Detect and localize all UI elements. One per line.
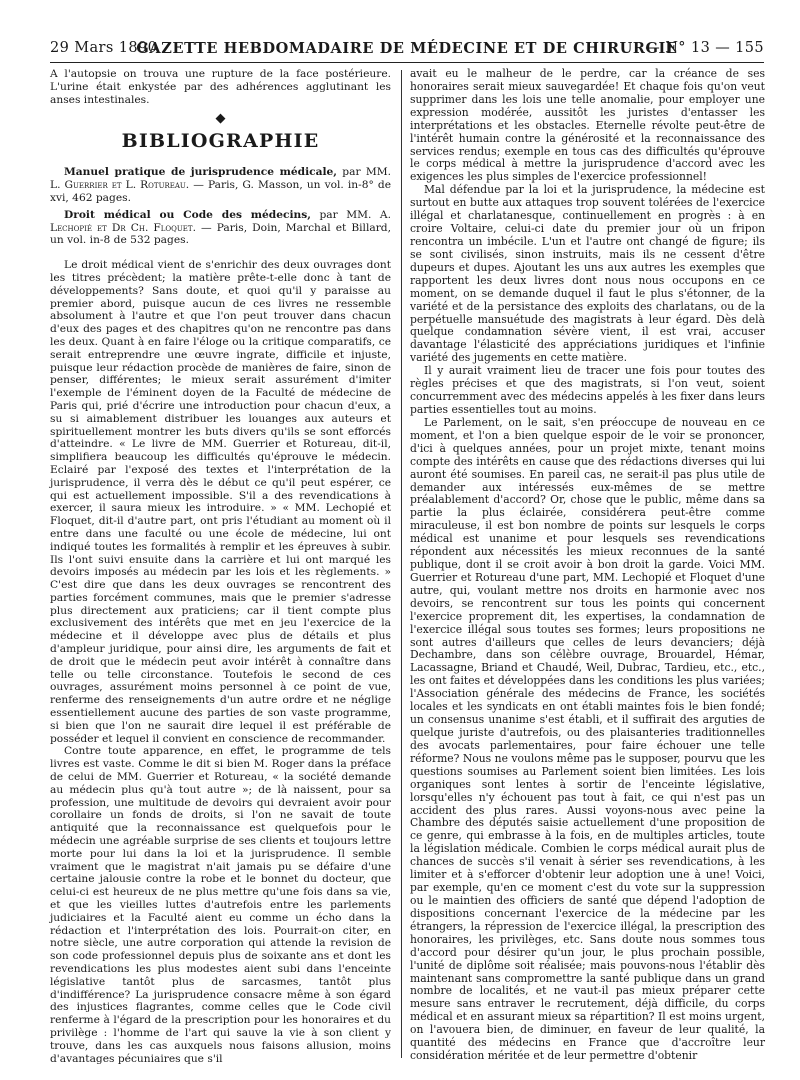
book-2-pre: par MM. A. — [319, 207, 391, 221]
header-rule — [50, 62, 764, 63]
body-paragraph: Il y aurait vraiment lieu de tracer une fois pour toutes des règles précises et que des magistrats, si l'on veut, soient concurremment avec des médecins appelés à les fixer dans leurs parties essentielles tout au moins. — [410, 364, 765, 416]
journal-title: GAZETTE HEBDOMADAIRE DE MÉDECINE ET DE CHIRURGIE — [136, 40, 678, 57]
body-paragraph: Le Parlement, on le sait, s'en préoccupe de nouveau en ce moment, et l'on a bien quelque espoir de le voir se prononcer, d'ici à quelques années, pour un projet mixte, tenant moins compte des intérêts en cause que des rédactions diverses qui lui auront été soumises. En pareil cas, ne serait-il pas plus utile de demander aux intéressés eux-mêmes de se mettre préalablement d'accord? Or, chose que le public, même dans sa partie la plus éclairée, considérera peut-être comme miraculeuse, il est bon nombre de points sur lesquels le corps médical est unanime et pour lesquels ses revendications répondent aux nécessités les mieux reconnues de la santé publique, dont il se croit avoir à bon droit la garde. Voici MM. Guerrier et Rotureau d'une part, MM. Lechopié et Floquet d'une autre, qui, voulant mettre nos droits en harmonie avec nos devoirs, se rencontrent sur tous les points qui concernent l'exercice proprement dit, les expertises, la condamnation de l'exercice illégal sous toutes ses formes; leurs propositions ne sont autres d'ailleurs que celles de leurs devanciers; déjà Dechambre, dans son célèbre ouvrage, Brouardel, Hémar, Lacassagne, Briand et Chaudé, Weil, Dubrac, Tardieu, etc., etc., les ont faites et développées dans les conditions les plus variées; l'Association générale des médecins de France, les sociétés locales et les syndicats en ont établi maintes fois le bien fondé; un consensus unanime s'est établi, et il suffirait des arguties de quelque juriste d'autrefois, ou des plaisanteries traditionnelles des avocats parlementaires, pour faire échouer une telle réforme? Nous ne voulons même pas le supposer, pourvu que les questions soumises au Parlement soient bien limitées. Les lois organiques sont lentes à sortir de l'enceinte législative, lorsqu'elles n'y échouent pas tout à fait, ce qui n'est pas un accident des plus rares. Aussi voyons-nous avec peine la Chambre des députés saisie actuellement d'une proposition de ce genre, qui embrasse à la fois, en de multiples articles, toute la législation médicale. Combien le corps médical aurait plus de chances de succès s'il venait à sérier ses revendications, à les limiter et à s'efforcer d'obtenir leur adoption une à une! Voici, par exemple, qu'en ce moment c'est du vote sur la suppression ou le maintien des officiers de santé que dépend l'adoption de dispositions concernant l'exercice de la médecine par les étrangers, la répression de l'exercice illégal, la prescription des honoraires, les privilèges, etc. Sans doute nous sommes tous d'accord pour désirer qu'un jour, le plus prochain possible, l'unité de diplôme soit réalisée; mais pouvons-nous l'établir dès maintenant sans compromettre la santé publique dans un grand nombre de localités, et ne vaut-il pas mieux préparer cette mesure sans entraver le recrutement, déjà difficile, du corps médical et en assurant mieux sa répartition? Il est moins urgent, on l'avouera bien, de diminuer, en faveur de leur qualité, la quantité des médecins en France que d'accroître leur considération méritée et de leur permettre d'obtenir — [410, 415, 765, 1063]
body-paragraph: Contre toute apparence, en effet, le programme de tels livres est vaste. Comme le dit si bien M. Roger dans la préface de celui de MM. Guerrier et Rotureau, « la société demande au médecin plus qu'à tout autre »; de là naissent, pour sa profession, une multitude de devoirs qui devraient avoir pour corollaire un fonds de droits, si l'on ne savait de toute antiquité que la reconnaissance est quelquefois pour le médecin une agréable surprise de ses clients et toujours lettre morte pour lui dans la loi et la jurisprudence. Il semble vraiment que le magistrat n'ait jamais pu se défaire d'une certaine jalousie contre la robe et le bonnet du docteur, que celui-ci est heureux de ne plus mettre qu'une fois dans sa vie, et que les vieilles luttes d'autrefois entre les parlements judiciaires et la Faculté aient eu comme un écho dans la rédaction et l'interprétation des lois. Pourrait-on citer, en notre siècle, une autre corporation qui attende la revision de son code professionnel depuis plus de soixante ans et dont les revendications les plus modestes aient subi dans l'enceinte législative tantôt plus de sarcasmes, tantôt plus d'indifférence? La jurisprudence consacre même à son égard des injustices flagrantes, comme celles que le Code civil renferme à l'égard de la prescription pour les honoraires et du privilège : l'homme de l'art qui sauve la vie à son client y trouve, dans les cas auxquels nous faisons allusion, moins d'avantages pécuniaires que s'il — [50, 744, 391, 1065]
section-title: BIBLIOGRAPHIE — [121, 130, 320, 153]
header-date: 29 Mars 1890 — [50, 40, 158, 56]
body-paragraph: avait eu le malheur de le perdre, car la créance de ses honoraires serait mieux sauvegardée! Et chaque fois qu'on veut supprimer dans les lois une telle anomalie, pour employer une expression modérée, aussitôt les juristes d'entasser les interprétations et les obstacles. Eternelle révolte peut-être de l'intérêt humain contre la générosité et la reconnaissance des services rendus; exemple en tous cas des difficultés qu'éprouve le corps médical à mettre la jurisprudence d'accord avec les exigences les plus simples de l'exercice professionnel! — [410, 67, 765, 184]
book-2-publisher: — Paris, Doin, Marchal et Billard, un vol. in-8 de 532 pages. — [50, 220, 391, 247]
autopsy-paragraph: A l'autopsie on trouva une rupture de la face postérieure. L'urine était enkystée par des adhérences agglutinant les anses intestinales. — [50, 67, 391, 106]
book-1-publisher: — Paris, G. Masson, un vol. in-8° de xvi, 462 pages. — [50, 178, 391, 204]
book-2-title: Droit médical ou Code des médecins, — [64, 207, 311, 221]
book-1-title: Manuel pratique de jurisprudence médicale, — [64, 165, 338, 179]
book-entry-2 — [50, 209, 391, 247]
book-1-authors: L. Guerrier et L. Rotureau. — [50, 178, 190, 192]
body-paragraph: Mal défendue par la loi et la jurisprudence, la médecine est surtout en butte aux attaques trop souvent tolérées de l'exercice illégal et charlatanesque, continuellement en progrès : à en croire Voltaire, celui-ci date du premier jour où un fripon rencontra un imbécile. L'un et l'autre ont changé de figure; ils se sont civilisés, sinon instruits, mais ils ne cessent d'être dupeurs et dupes. Ajoutant les uns aux autres les exemples que rapportent les deux livres dont nous nous occupons en ce moment, on se demande duquel il faut le plus s'étonner, de la variété et de la persistance des exploits des charlatans, ou de la perpétuelle mansuétude des magistrats à leur égard. Dès delà quelque condamnation sévère vient, il est vrai, accuser davantage l'élasticité des appréciations juridiques et l'infinie variété des jugements en cette matière. — [410, 183, 765, 365]
book-entry-1 — [50, 166, 391, 204]
body-paragraph: Le droit médical vient de s'enrichir des deux ouvrages dont les titres précèdent; la matière prête-t-elle donc à tant de développements? Sans doute, et quoi qu'il y paraisse au premier abord, puisque aucun de ces livres ne ressemble absolument à l'autre et que l'on peut trouver dans chacun d'eux des pages et des chapitres qu'on ne rencontre pas dans les deux. Quant à en faire l'éloge ou la critique comparatifs, ce serait entreprendre une œuvre ingrate, difficile et injuste, puisque leur rédaction procède de manières de faire, sinon de penser, différentes; le mieux serait assurément d'imiter l'exemple de l'éminent doyen de la Faculté de médecine de Paris qui, prié d'écrire une introduction pour chacun d'eux, a su si aimablement distribuer les louanges aux auteurs et spirituellement montrer les buts divers qu'ils se sont efforcés d'atteindre. « Le livre de MM. Guerrier et Rotureau, dit-il, simplifiera beaucoup les difficultés qu'éprouve le médecin. Eclairé par l'exposé des textes et l'interprétation de la jurisprudence, il verra dès le début ce qu'il peut espérer, ce qui est actuellement impossible. S'il a des revendications à exercer, il saura mieux les introduire. » « MM. Lechopié et Floquet, dit-il d'autre part, ont pris l'étudiant au moment où il entre dans une faculté ou une école de médecine, lui ont indiqué toutes les formalités à remplir et les épreuves à subir. Ils l'ont suivi ensuite dans la carrière et lui ont marqué les devoirs imposés au médecin par les lois et les règlements. » C'est dire que dans les deux ouvrages se rencontrent des parties forcément communes, mais que le premier s'adresse plus directement aux praticiens; car il tient compte plus exclusivement des intérêts que met en jeu l'exercice de la médecine et il développe avec plus de détails et plus d'ampleur juridique, pour ainsi dire, les arguments de fait et de droit que le médecin peut avoir intérêt à connaître dans telle ou telle circonstance. Toutefois le second de ces ouvrages, assurément moins personnel à ce point de vue, renferme des renseignements d'un autre ordre et ne néglige essentiellement aucune des parties de son vaste programme, si bien que l'on ne saurait dire lequel il est préférable de posséder et lequel il convient en conscience de recommander. — [50, 258, 391, 745]
diamond-ornament: ◆ — [215, 111, 226, 127]
left-column — [50, 68, 391, 1065]
column-divider — [401, 70, 402, 1058]
page-number: — N° 13 — 155 — [645, 40, 764, 56]
book-2-authors: Lechopié et Dr Ch. Floquet. — [50, 220, 196, 234]
right-column — [410, 68, 765, 1063]
book-1-pre: par MM. — [342, 165, 391, 179]
running-header — [50, 36, 764, 60]
